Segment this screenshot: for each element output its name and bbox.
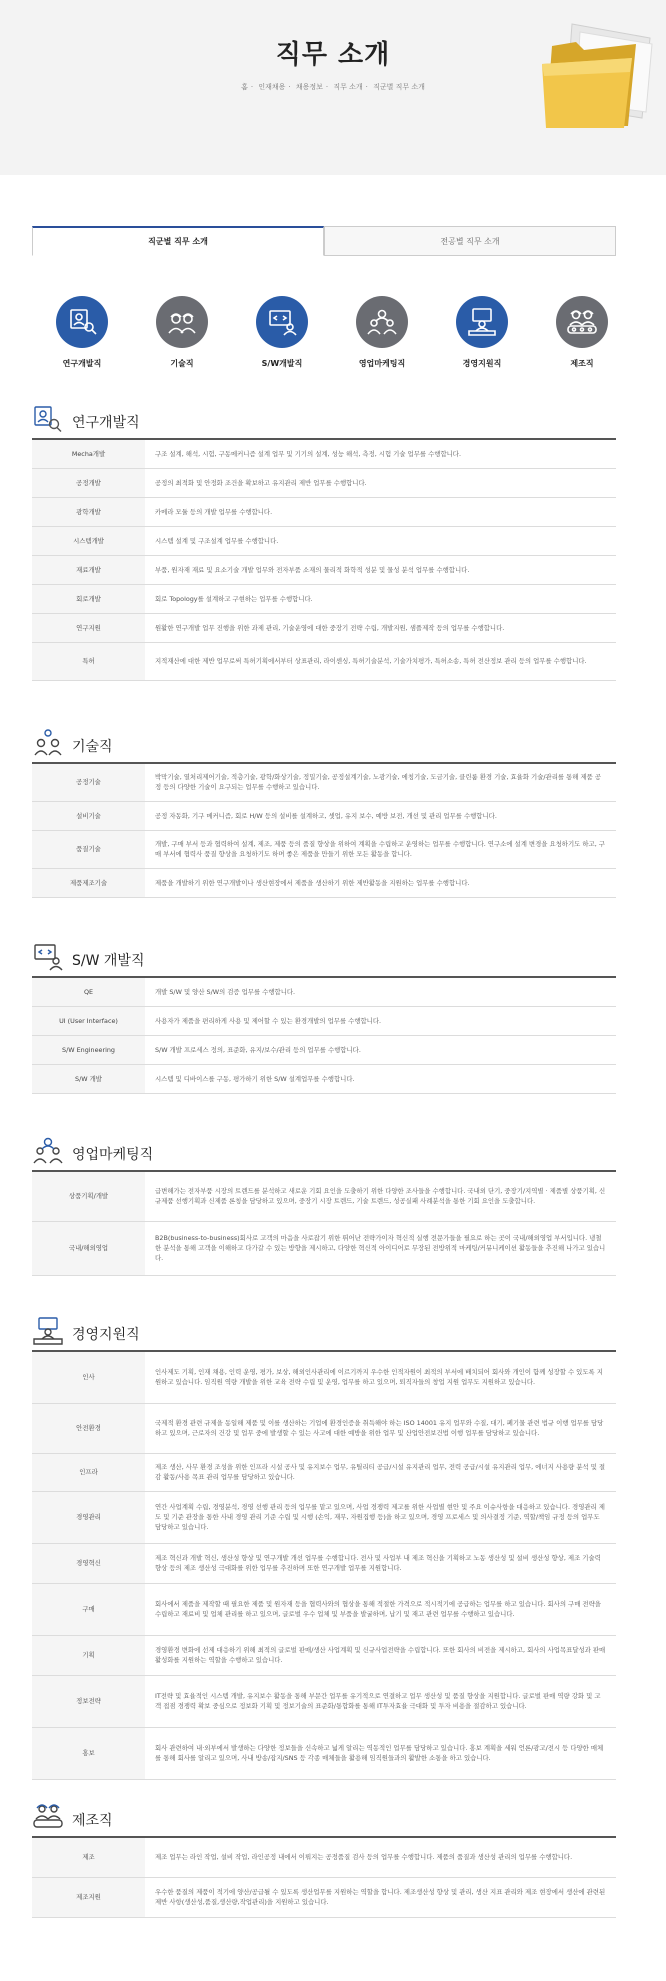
job-key: 공정개발	[32, 468, 145, 497]
table-row	[32, 642, 616, 680]
researcher-icon	[56, 296, 108, 348]
job-technical-label: 기술직	[170, 359, 194, 368]
table-row	[32, 497, 616, 526]
job-software-label: S/W개발직	[261, 359, 303, 368]
job-research[interactable]	[42, 296, 122, 369]
job-desc: 부품, 원자재 재료 및 요소기술 개발 업무와 전자부품 소재의 물리적 화학적 성분 및 물성 분석 업무를 수행합니다.	[145, 555, 616, 584]
page-title: 직무 소개	[275, 40, 391, 70]
table-row	[32, 1351, 616, 1403]
sales-team-icon	[32, 1136, 64, 1166]
job-key: 재료개발	[32, 555, 145, 584]
job-sales[interactable]	[342, 296, 422, 369]
breadcrumb-recruit[interactable]: 인재채용	[258, 83, 286, 91]
job-manufacturing[interactable]	[542, 296, 622, 369]
section-management	[32, 1314, 616, 1780]
breadcrumb-info[interactable]: 채용정보	[295, 83, 323, 91]
job-desc: 제품을 개발하기 위한 연구개발이나 생산현장에서 제품을 생산하기 위한 제반활동을 지원하는 업무를 수행합니다.	[145, 868, 616, 897]
job-key: 공정기술	[32, 763, 145, 801]
job-key: S/W Engineering	[32, 1035, 145, 1064]
job-sales-label: 영업마케팅직	[358, 359, 406, 368]
job-key: 구매	[32, 1583, 145, 1635]
table-row	[32, 584, 616, 613]
table-row	[32, 468, 616, 497]
job-key: 인사	[32, 1351, 145, 1403]
job-desc: 카메라 모듈 등의 개발 업무를 수행합니다.	[145, 497, 616, 526]
job-research-label: 연구개발직	[62, 359, 102, 368]
job-key: S/W 개발	[32, 1064, 145, 1093]
job-desc: 공정 자동화, 기구 메커니즘, 회로 H/W 등의 설비를 설계하고, 셋업, 유지 보수, 예방 보전, 개선 및 관리 업무를 수행합니다.	[145, 801, 616, 830]
table-row	[32, 1635, 616, 1675]
job-desc: 제조 혁신과 개발 혁신, 생산성 향상 및 연구개발 개선 업무를 수행합니다. 전사 및 사업부 내 제조 혁신을 기획하고 노동 생산성 및 설비 생산성 향상, 제조 기술력 향상 등의 제조 생산성 극대화를 위한 업무를 추진하며 또한 연구개발 업무를 지원합니다.	[145, 1543, 616, 1583]
factory-workers-icon	[32, 1802, 64, 1832]
table-row	[32, 1006, 616, 1035]
table-row	[32, 1064, 616, 1093]
job-category-icons	[32, 296, 616, 376]
researcher-icon	[32, 404, 64, 434]
job-key: 국내/해외영업	[32, 1221, 145, 1275]
job-desc: B2B(business-to-business)회사로 고객의 마음을 사로잡기 위한 뛰어난 전략가이자 혁신적 실행 전문가들을 필요로 하는 곳이 국내/해외영업 부서입니다. 냉철한 분석을 통해 고객을 이해하고 다가갈 수 있는 방향을 제시하고, 다양한 혁신적 아이디어로 무장된 전방위적 마케팅/커뮤니케이션 활동들을 추진해 나가고 있습니다.	[145, 1221, 616, 1275]
job-desc: 공정의 최적화 및 안정화 조건을 확보하고 유지관리 제반 업무를 수행합니다.	[145, 468, 616, 497]
job-desc: 시스템 설계 및 구조설계 업무를 수행합니다.	[145, 526, 616, 555]
developer-icon	[32, 942, 64, 972]
breadcrumb-current: 직군별 직무 소개	[373, 83, 425, 91]
job-desc: 개발, 구매 부서 등과 협력하여 설계, 제조, 제품 등의 품질 향상을 위하여 계획을 수립하고 운영하는 업무를 수행합니다. 연구소에 설계 변경을 요청하기도 하고, 구매 부서에 협력사 품질 향상을 요청하기도 하며 좋은 제품을 만들기 위한 모든 활동을 합니다.	[145, 830, 616, 868]
tab-by-major[interactable]: 전공별 직무 소개	[324, 226, 616, 256]
breadcrumb-home[interactable]: 홈	[241, 83, 248, 91]
section-manufacturing	[32, 1800, 616, 1918]
job-key: 경영관리	[32, 1491, 145, 1543]
job-key: 제조지원	[32, 1877, 145, 1917]
table-row	[32, 1543, 616, 1583]
job-table	[32, 1170, 616, 1276]
job-key: 회로개발	[32, 584, 145, 613]
job-desc: 회사에서 제품을 제작할 때 필요한 제품 및 원자재 등을 협력사와의 협상을 통해 적절한 가격으로 적시적기에 공급하는 업무를 하고 있습니다. 회사의 구매 전략을 수립하고 재료비 및 업체 관리를 하고 있으며, 글로벌 우수 업체 및 부품을 발굴하며, 납기 및 재고 관련 업무를 수행하고 있습니다.	[145, 1583, 616, 1635]
job-key: 홍보	[32, 1727, 145, 1779]
job-manufacturing-label: 제조직	[570, 359, 594, 368]
job-key: 경영혁신	[32, 1543, 145, 1583]
table-row	[32, 1453, 616, 1491]
job-desc: 개발 S/W 및 양산 S/W의 검증 업무를 수행합니다.	[145, 977, 616, 1006]
factory-workers-icon	[556, 296, 608, 348]
job-desc: IT전략 및 효율적인 시스템 개발, 유지보수 활동을 통해 부문간 업무를 유기적으로 연결하고 업무 생산성 및 품질 향상을 지원합니다. 글로벌 판매 역량 강화 및 고객 접점 경쟁력 확보 중심으로 정보화 기획 및 정보기술의 표준화/통합화를 통해 IT투자효율 극대화 및 투자 비용을 절감하고 있습니다.	[145, 1675, 616, 1727]
job-key: 제조	[32, 1837, 145, 1877]
table-row	[32, 555, 616, 584]
section-title: 경영지원직	[72, 1327, 140, 1343]
job-desc: 인사제도 기획, 인재 채용, 인력 운영, 평가, 보상, 해외인사관리에 이르기까지 우수한 인적자원이 최적의 부서에 배치되어 회사와 개인이 함께 성장할 수 있도록 지원하고 있습니다. 임직원 역량 개발을 위한 교육 전략 수립 및 운영, 업무를 하고 있으며, 퇴직자들의 창업 지원 업무도 지원하고 있습니다.	[145, 1351, 616, 1403]
section-title: S/W 개발직	[72, 953, 145, 969]
table-row	[32, 1837, 616, 1877]
job-key: 광학개발	[32, 497, 145, 526]
section-title: 기술직	[72, 739, 113, 755]
table-row	[32, 1877, 616, 1917]
table-row	[32, 1727, 616, 1779]
table-row	[32, 439, 616, 468]
job-key: Mecha개발	[32, 439, 145, 468]
job-key: 기획	[32, 1635, 145, 1675]
job-key: 시스템개발	[32, 526, 145, 555]
engineers-icon	[156, 296, 208, 348]
job-key: 인프라	[32, 1453, 145, 1491]
job-desc: 제조 생산, 사무 환경 조성을 위한 인프라 시설 공사 및 유지보수 업무, 유틸리티 공급/시설 유지관리 업무, 전력 공급/시설 유지관리 업무, 에너지 사용량 분석 및 절감 활동/사용 목표 관리 업무를 담당하고 있습니다.	[145, 1453, 616, 1491]
job-desc: 국제적 환경 관련 규제을 동일해 제품 및 이를 생산하는 기업에 환경인증을 취득해야 하는 ISO 14001 유지 업무와 수질, 대기, 폐기물 관련 법규 이행 업무를 담당하고 있으며, 근로자의 건강 및 업무 중에 발생할 수 있는 사고에 대한 예방을 위한 업무 및 산업안전보건법 이행 업무를 담당하고 있습니다.	[145, 1403, 616, 1453]
job-table	[32, 976, 616, 1094]
job-desc: 경영환경 변화에 선제 대응하기 위해 최적의 글로벌 판매/생산 사업계획 및 신규사업전략을 수립합니다. 또한 회사의 비전을 제시하고, 회사의 사업목표달성과 판매 활성화를 지원하는 역할을 수행하고 있습니다.	[145, 1635, 616, 1675]
job-key: 정보전략	[32, 1675, 145, 1727]
job-key: 제품제조기술	[32, 868, 145, 897]
job-desc: 지적재산에 대한 제반 업무로써 특허기획에서부터 상표관리, 라이센싱, 특허기술분석, 기술가치평가, 특허소송, 특허 전산정보 관리 등의 업무를 수행합니다.	[145, 642, 616, 680]
job-technical[interactable]	[142, 296, 222, 369]
job-desc: 제조 업무는 라인 작업, 설비 작업, 라인공정 내에서 이뤄지는 공정품질 검사 등의 업무를 수행합니다. 제품의 품질과 생산성 관리의 업무를 수행합니다.	[145, 1837, 616, 1877]
job-key: 품질기술	[32, 830, 145, 868]
job-software[interactable]	[242, 296, 322, 369]
job-desc: 사용자가 제품을 편리하게 사용 및 제어할 수 있는 환경개발의 업무를 수행합니다.	[145, 1006, 616, 1035]
job-key: QE	[32, 977, 145, 1006]
table-row	[32, 763, 616, 801]
section-technical	[32, 726, 616, 898]
section-research	[32, 402, 616, 681]
job-desc: 연간 사업계획 수립, 경영분석, 경영 선행 관리 등의 업무를 맡고 있으며, 사업 경쟁력 제고를 위한 사업별 현안 및 주요 이슈사항을 대응하고 있습니다. 경영관리 제도 및 기준 관장을 통한 사내 경영 관리 기준 수립 및 시행 (손익, 재무, 자원집행 등)을 하고 있으며, 경영 프로세스 및 의사결정 기준, 역할/책임 규정 등의 업무도 담당하고 있습니다.	[145, 1491, 616, 1543]
job-table	[32, 762, 616, 898]
breadcrumb: 홈 · 인재채용 · 채용정보 · 직무 소개 · 직군별 직무 소개	[241, 83, 425, 91]
job-key: 상품기획/개발	[32, 1171, 145, 1221]
table-row	[32, 977, 616, 1006]
tab-by-job-group[interactable]: 직군별 직무 소개	[32, 226, 324, 256]
job-desc: 회로 Topology를 설계하고 구현하는 업무를 수행합니다.	[145, 584, 616, 613]
job-table	[32, 1836, 616, 1918]
job-key: 특허	[32, 642, 145, 680]
job-key: 연구지원	[32, 613, 145, 642]
breadcrumb-job[interactable]: 직무 소개	[333, 83, 363, 91]
section-title: 영업마케팅직	[72, 1147, 154, 1163]
table-row	[32, 1675, 616, 1727]
job-key: 설비기술	[32, 801, 145, 830]
job-desc: 급변해가는 전자부품 시장의 트렌드를 분석하고 새로운 기회 요인을 도출하기 위한 다양한 조사들을 수행합니다. 국내외 단기, 중장기/지역별 · 제품별 상품기획, 신규제품 선행기획과 신제품 론칭을 담당하고 있으며, 중장기 시장 트렌드, 기술 트렌드, 성공실패 사례분석을 통한 기회 요인을 도출합니다.	[145, 1171, 616, 1221]
table-row	[32, 1491, 616, 1543]
table-row	[32, 830, 616, 868]
job-desc: 우수한 품질의 제품이 적기에 양산/공급될 수 있도록 생산업무를 지원하는 역할을 합니다. 제조생산성 향상 및 관리, 생산 지표 관리와 제조 현장에서 생산에 관련된 제반 사항(생산성,품질,생산량,작업관리)을 지원하고 있습니다.	[145, 1877, 616, 1917]
section-software	[32, 940, 616, 1094]
table-row	[32, 1583, 616, 1635]
manager-desk-icon	[32, 1316, 64, 1346]
job-desc: 원활한 연구개발 업무 진행을 위한 과제 관리, 기술운영에 대한 중장기 전략 수립, 개발지원, 샘플제작 등의 업무를 수행합니다.	[145, 613, 616, 642]
engineers-icon	[32, 728, 64, 758]
job-desc: 회사 관련하여 내·외부에서 발생하는 다양한 정보들을 신속하고 넓게 알리는 역동적인 업무를 담당하고 있습니다. 홍보 계획을 세워 언론/광고/전시 등 다양한 매체를 통해 회사를 알리고 있으며, 사내 방송/잡지/SNS 등 각종 매체들을 활용해 임직원들과의 활발한 소통을 하고 있습니다.	[145, 1727, 616, 1779]
manager-desk-icon	[456, 296, 508, 348]
table-row	[32, 526, 616, 555]
job-table	[32, 438, 616, 681]
job-management[interactable]	[442, 296, 522, 369]
developer-icon	[256, 296, 308, 348]
table-row	[32, 1035, 616, 1064]
job-tabs	[32, 226, 616, 256]
sales-team-icon	[356, 296, 408, 348]
section-title: 연구개발직	[72, 415, 140, 431]
section-sales	[32, 1134, 616, 1276]
table-row	[32, 613, 616, 642]
table-row	[32, 801, 616, 830]
job-desc: 구조 설계, 해석, 시험, 구동메커니즘 설계 업무 및 기기의 설계, 성능 해석, 측정, 시험 기술 업무를 수행합니다.	[145, 439, 616, 468]
job-desc: S/W 개발 프로세스 정의, 표준화, 유지/보수/관리 등의 업무를 수행합니다.	[145, 1035, 616, 1064]
hero-banner	[0, 0, 666, 175]
job-key: UI (User Interface)	[32, 1006, 145, 1035]
section-title: 제조직	[72, 1813, 113, 1829]
job-management-label: 경영지원직	[462, 359, 502, 368]
job-key: 안전환경	[32, 1403, 145, 1453]
table-row	[32, 1221, 616, 1275]
table-row	[32, 1171, 616, 1221]
job-table	[32, 1350, 616, 1780]
table-row	[32, 1403, 616, 1453]
table-row	[32, 868, 616, 897]
job-desc: 박막기술, 열처리제어기술, 적층기술, 광학/화상기술, 정밀기술, 공정설계기술, 노광기술, 에칭기술, 도금기술, 클린룸 환경 기술, 효율화 기술/관리를 통해 제품 공정 등의 다양한 기술이 요구되는 업무를 수행하고 있습니다.	[145, 763, 616, 801]
folder-icon	[532, 14, 662, 134]
job-desc: 시스템 및 디바이스를 구동, 평가하기 위한 S/W 설계업무를 수행합니다.	[145, 1064, 616, 1093]
